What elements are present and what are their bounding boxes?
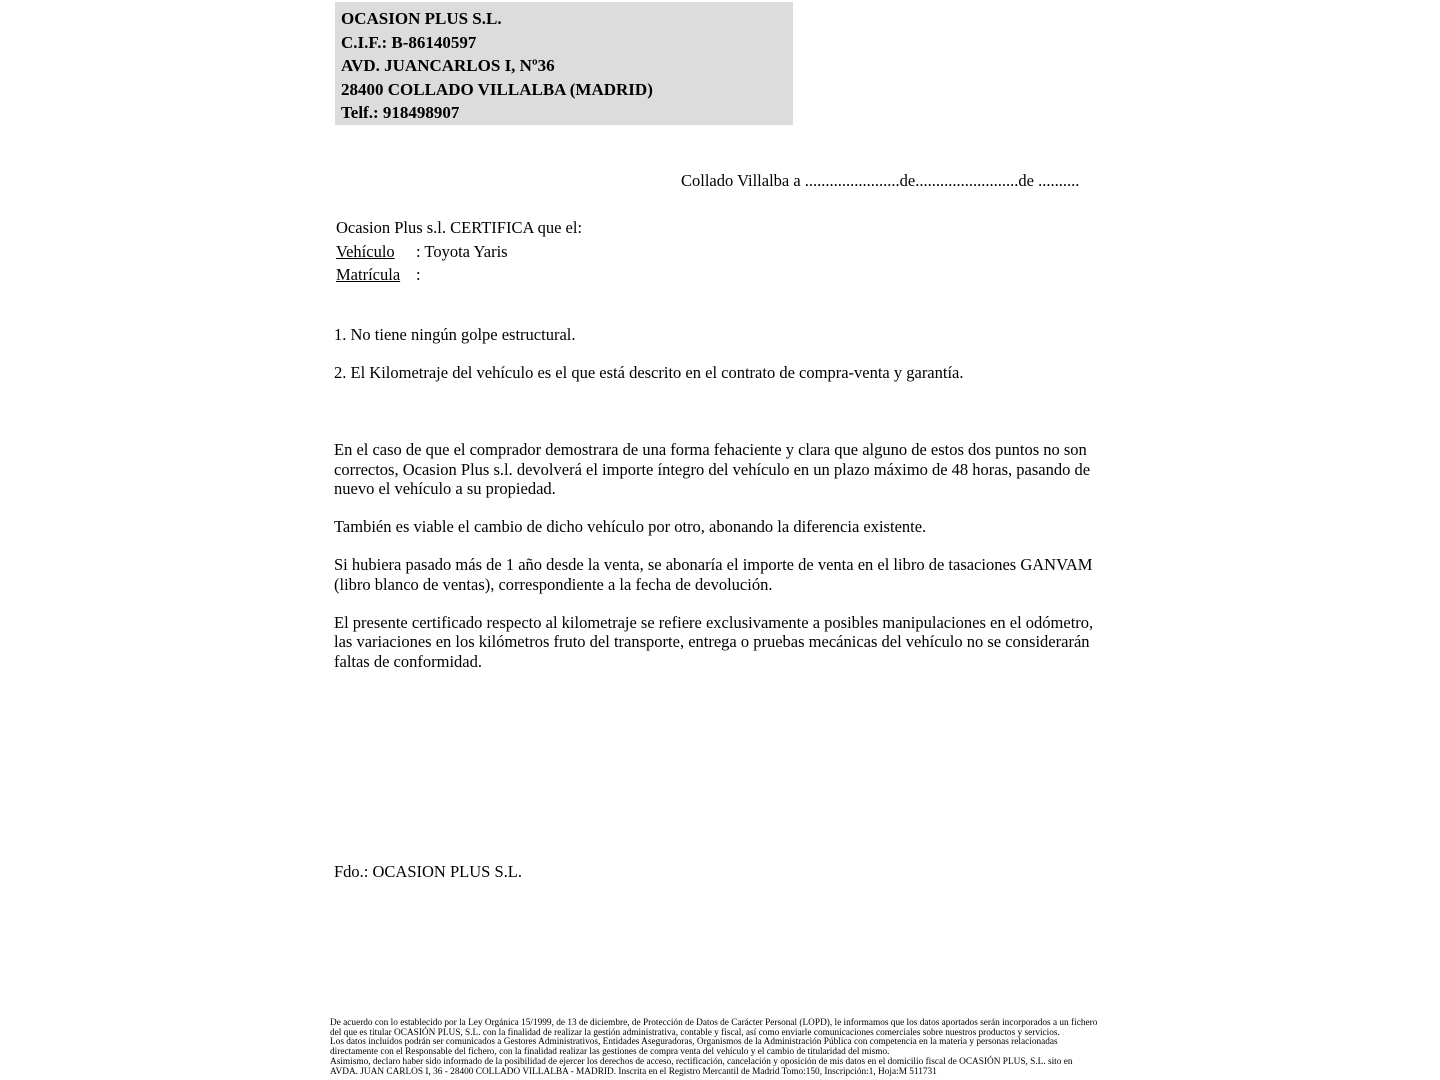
company-name: OCASION PLUS S.L. (341, 9, 502, 28)
plate-label-cell (336, 263, 416, 287)
vehicle-value: : Toyota Yaris (416, 241, 508, 261)
company-phone: Telf.: 918498907 (341, 103, 460, 123)
paragraph-exchange: También es viable el cambio de dicho vehículo por otro, abonando la diferencia existente. (334, 517, 927, 536)
point-2: 2. El Kilometraje del vehículo es el que está descrito en el contrato de compra-venta y garantía. (334, 363, 964, 382)
body-paragraphs (334, 440, 1094, 690)
legal-paragraph-lopd: De acuerdo con lo establecido por la Ley Orgánica 15/1999, de 13 de diciembre, de Protección de Datos de Carácter Personal (LOPD), le informamos que los datos aportados serán incorporados a un fichero del que es titular OCASIÓN PLUS, S.L. con la finalidad de realizar la gestión administrativa, contable y fiscal, así como enviarle comunicaciones comerciales sobre nuestros productos y servicios. (330, 1018, 1098, 1038)
paragraph-ganvam: Si hubiera pasado más de 1 año desde la venta, se abonaría el importe de venta en el libro de tasaciones GANVAM (libro blanco de ventas), correspondiente a la fecha de devolución. (334, 555, 1093, 594)
plate-label: Matrícula (336, 265, 401, 284)
signature-line: Fdo.: OCASION PLUS S.L. (334, 862, 522, 881)
certify-block (336, 216, 582, 287)
company-address: AVD. JUANCARLOS I, Nº36 (341, 56, 555, 76)
plate-row (336, 263, 582, 287)
legal-paragraph-data-sharing: Los datos incluidos podrán ser comunicados a Gestores Administrativos, Entidades Aseguradoras, Organismos de la Administración Pública con competencia en la materia y personas relacionadas directamente con el Responsable del fichero, con la finalidad realizar las gestiones de compra venta del vehículo y el cambio de titularidad del mismo. (330, 1037, 1058, 1058)
vehicle-label: Vehículo (336, 241, 395, 261)
paragraph-refund: En el caso de que el comprador demostrara de una forma fehaciente y clara que alguno de estos dos puntos no son correctos, Ocasion Plus s.l. devolverá el importe íntegro del vehículo en un plazo máximo de 48 horas, pasando de nuevo el vehículo a su propiedad. (334, 440, 1091, 498)
vehicle-row (336, 240, 582, 264)
plate-value: : (416, 265, 421, 284)
vehicle-label-cell (336, 240, 416, 264)
company-city: 28400 COLLADO VILLALBA (MADRID) (341, 79, 653, 99)
date-line: Collado Villalba a .......................de.........................de .......... (681, 171, 1080, 190)
point-1: 1. No tiene ningún golpe estructural. (334, 325, 576, 344)
company-cif: C.I.F.: B-86140597 (341, 32, 477, 52)
paragraph-odometer: El presente certificado respecto al kilometraje se refiere exclusivamente a posibles manipulaciones en el odómetro, las variaciones en los kilómetros fruto del transporte, entrega o pruebas mecánicas del vehículo no se considerarán faltas de conformidad. (334, 612, 1094, 671)
legal-paragraph-rights: Asimismo, declaro haber sido informado de la posibilidad de ejercer los derechos de acceso, rectificación, cancelación y oposición de mis datos en el domicilio fiscal de OCASIÓN PLUS, S.L. sito en AVDA. JUAN CARLOS I, 36 - 28400 COLLADO VILLALBA - MADRID. Inscrita en el Registro Mercantil de Madrid Tomo:150, Inscripción:1, Hoja:M 511731 (330, 1056, 1073, 1077)
company-letterhead (335, 2, 793, 125)
certify-intro: Ocasion Plus s.l. CERTIFICA que el: (336, 218, 583, 237)
legal-fine-print (330, 1019, 1102, 1077)
